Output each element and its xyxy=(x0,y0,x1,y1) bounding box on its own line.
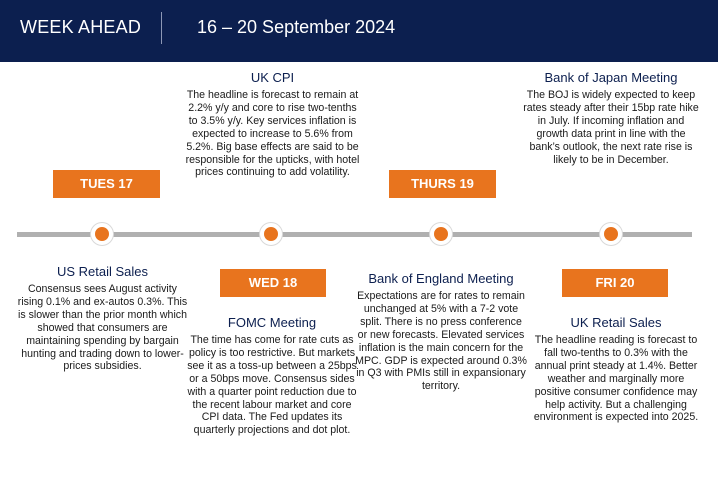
event-uk-retail xyxy=(531,315,701,424)
event-body: The time has come for rate cuts as policy is too restrictive. But markets see it as a toss-up between a 25bps or a 50bps move. Consensus sides with a quarter point reduction due to the recent labour market and core CPI data. The Fed updates its quarterly projections and dot plot. xyxy=(187,334,357,437)
event-body: The BOJ is widely expected to keep rates steady after their 15bp rate hike in July. If incoming inflation and growth data print in line with the bank’s outlook, the next rate rise is likely to be in December. xyxy=(523,89,699,166)
event-uk-cpi xyxy=(185,70,360,179)
timeline-line xyxy=(17,232,692,237)
event-body: The headline reading is forecast to fall two-tenths to 0.3% with the annual print steady at 1.4%. Better weather and marginally more positive consumer confidence may help activity. But a challenging environment is expected into 2025. xyxy=(533,334,699,424)
event-body: Expectations are for rates to remain unchanged at 5% with a 7-2 vote split. There is no press conference or new forecasts. Elevated services inflation is the main concern for the MPC. GDP is expected around 0.3% in Q3 with PMIs still in expansionary territory. xyxy=(355,290,527,393)
day-label-thurs: THURS 19 xyxy=(389,170,496,198)
timeline-marker-tues xyxy=(91,223,113,245)
event-boe xyxy=(355,271,527,393)
event-title: FOMC Meeting xyxy=(227,315,317,330)
event-boj xyxy=(521,70,701,166)
day-label-tues: TUES 17 xyxy=(53,170,160,198)
timeline-marker-wed xyxy=(260,223,282,245)
event-title: Bank of Japan Meeting xyxy=(544,70,678,85)
event-title: UK CPI xyxy=(250,70,295,85)
day-label-fri: FRI 20 xyxy=(562,269,668,297)
day-label-wed: WED 18 xyxy=(220,269,326,297)
timeline-marker-fri xyxy=(600,223,622,245)
timeline-marker-thurs xyxy=(430,223,452,245)
event-title: UK Retail Sales xyxy=(570,315,662,330)
header-label: WEEK AHEAD xyxy=(20,17,142,37)
event-title: US Retail Sales xyxy=(56,264,149,279)
event-title: Bank of England Meeting xyxy=(368,271,514,286)
header-dates: 16 – 20 September 2024 xyxy=(197,17,396,37)
header-divider xyxy=(161,12,162,44)
event-us-retail xyxy=(15,264,190,373)
event-body: Consensus sees August activity rising 0.1% and ex-autos 0.3%. This is slower than the prior month which showed that consumers are maintaining spending by bargain hunting and trading down to lower-prices subsidies. xyxy=(17,283,188,373)
header-banner xyxy=(0,0,718,62)
event-fomc xyxy=(187,315,357,437)
event-body: The headline is forecast to remain at 2.2% y/y and core to rise two-tenths to 3.5% y/y. Key services inflation is expected to increase to 5.6% from 5.2%. Big base effects are said to be responsible for the upticks, with hotel prices continuing to add volatility. xyxy=(185,89,360,179)
